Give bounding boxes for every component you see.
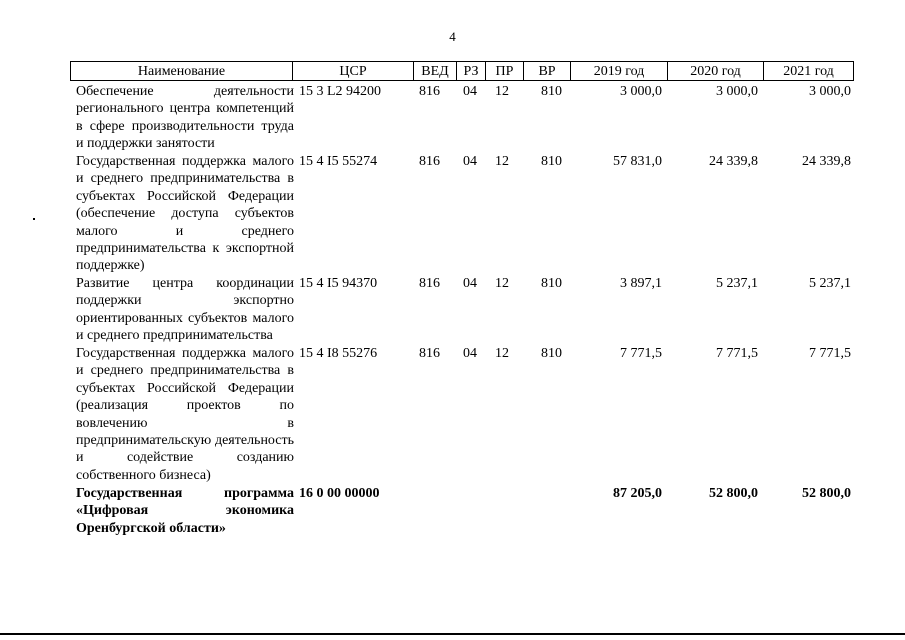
- row-2020: 5 237,1: [716, 276, 758, 291]
- row-2021: 5 237,1: [809, 276, 851, 291]
- header-csr: ЦСР: [292, 61, 414, 81]
- row-pr: 12: [495, 154, 509, 169]
- row-2019: 87 205,0: [613, 486, 662, 501]
- table-header: [70, 61, 854, 81]
- header-pr: ПР: [485, 61, 524, 81]
- row-2019: 3 000,0: [620, 84, 662, 99]
- row-csr: 16 0 00 00000: [299, 486, 380, 501]
- row-rz: 04: [463, 276, 477, 291]
- row-csr: 15 4 I8 55276: [299, 346, 378, 361]
- row-pr: 12: [495, 346, 509, 361]
- row-2019: 7 771,5: [620, 346, 662, 361]
- row-2019: 3 897,1: [620, 276, 662, 291]
- row-2021: 7 771,5: [809, 346, 851, 361]
- row-2021: 24 339,8: [802, 154, 851, 169]
- header-name: Наименование: [70, 61, 293, 81]
- header-2019: 2019 год: [570, 61, 668, 81]
- row-2021: 3 000,0: [809, 84, 851, 99]
- row-ved: 816: [419, 154, 440, 169]
- row-name: Обеспечение деятельности регионального центра компетенций в сфере производительности труда и поддержки занятости: [76, 84, 294, 152]
- row-2020: 3 000,0: [716, 84, 758, 99]
- row-vr: 810: [541, 154, 562, 169]
- row-2021: 52 800,0: [802, 486, 851, 501]
- page-number: 4: [449, 29, 456, 44]
- header-ved: ВЕД: [413, 61, 457, 81]
- scan-speck: [33, 218, 35, 220]
- header-rz: РЗ: [456, 61, 486, 81]
- row-name: Государственная поддержка малого и среднего предпринимательства в субъектах Российской Федерации (обеспечение доступа субъектов малого и среднего предпринимательства к экспортной поддержке): [76, 154, 294, 274]
- row-rz: 04: [463, 154, 477, 169]
- header-vr: ВР: [523, 61, 571, 81]
- row-ved: 816: [419, 346, 440, 361]
- row-pr: 12: [495, 84, 509, 99]
- row-csr: 15 4 I5 94370: [299, 276, 378, 291]
- row-2020: 7 771,5: [716, 346, 758, 361]
- row-pr: 12: [495, 276, 509, 291]
- row-name: Развитие центра координации поддержки экспортно ориентированных субъектов малого и среднего предпринимательства: [76, 276, 294, 344]
- row-vr: 810: [541, 346, 562, 361]
- row-vr: 810: [541, 84, 562, 99]
- header-2020: 2020 год: [667, 61, 764, 81]
- row-rz: 04: [463, 346, 477, 361]
- row-2020: 24 339,8: [709, 154, 758, 169]
- row-ved: 816: [419, 84, 440, 99]
- row-2020: 52 800,0: [709, 486, 758, 501]
- row-csr: 15 4 I5 55274: [299, 154, 378, 169]
- row-name: Государственная программа «Цифровая экономика Оренбургской области»: [76, 486, 294, 536]
- row-name: Государственная поддержка малого и среднего предпринимательства в субъектах Российской Федерации (реализация проектов по вовлечению в предпринимательскую деятельность и содействие созданию собственного бизнеса): [76, 346, 294, 483]
- row-ved: 816: [419, 276, 440, 291]
- header-2021: 2021 год: [763, 61, 854, 81]
- row-vr: 810: [541, 276, 562, 291]
- row-rz: 04: [463, 84, 477, 99]
- row-csr: 15 3 L2 94200: [299, 84, 382, 99]
- bottom-rule: [0, 633, 905, 635]
- row-2019: 57 831,0: [613, 154, 662, 169]
